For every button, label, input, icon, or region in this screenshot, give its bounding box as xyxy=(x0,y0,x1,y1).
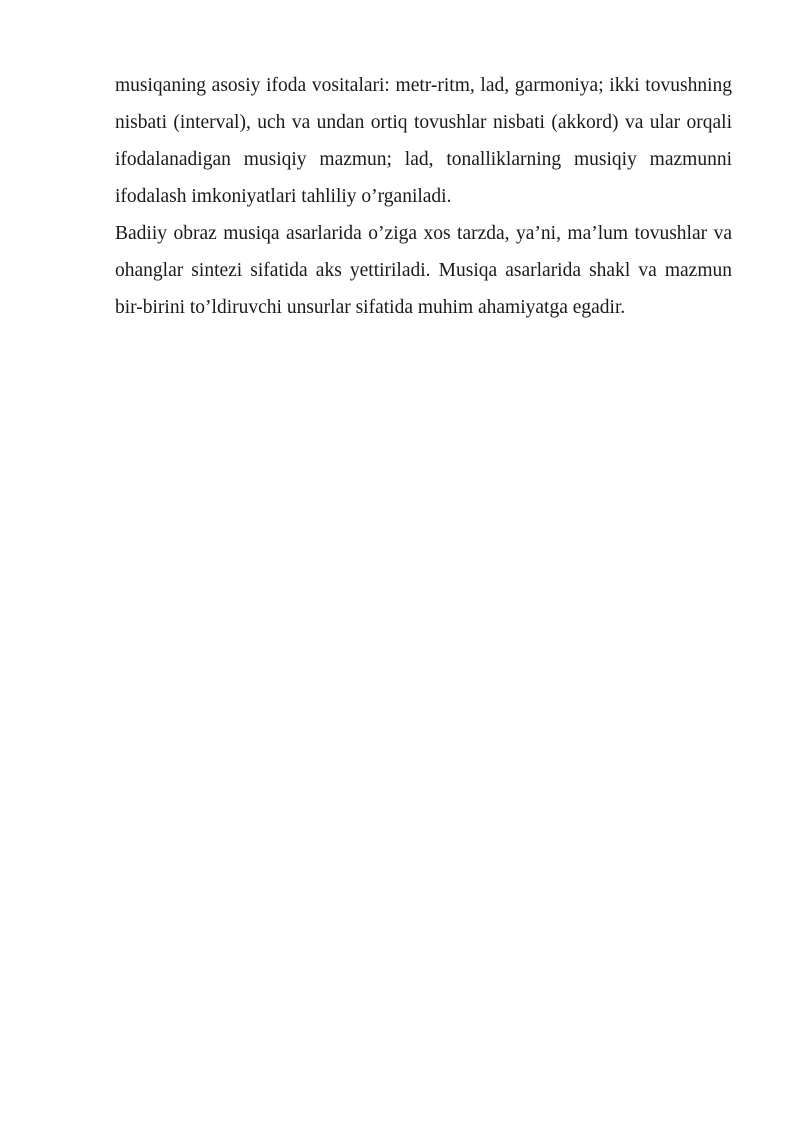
paragraph-music-means: musiqaning asosiy ifoda vositalari: metr-ritm, lad, garmoniya; ikki tovushning nisbati (interval), uch va undan ortiq tovushlar nisbati (akkord) va ular orqali ifodalanadigan musiqiy mazmun; lad, tonalliklarning musiqiy mazmunni ifodalash imkoniyatlari tahliliy o’rganiladi. xyxy=(115,75,732,207)
paragraph-artistic-image: Badiiy obraz musiqa asarlarida o’ziga xos tarzda, ya’ni, ma’lum tovushlar va ohanglar sintezi sifatida aks yettiriladi. Musiqa asarlarida shakl va mazmun bir-birini to’ldiruvchi unsurlar sifatida muhim ahamiyatga egadir. xyxy=(115,223,732,318)
document-body xyxy=(115,67,732,326)
